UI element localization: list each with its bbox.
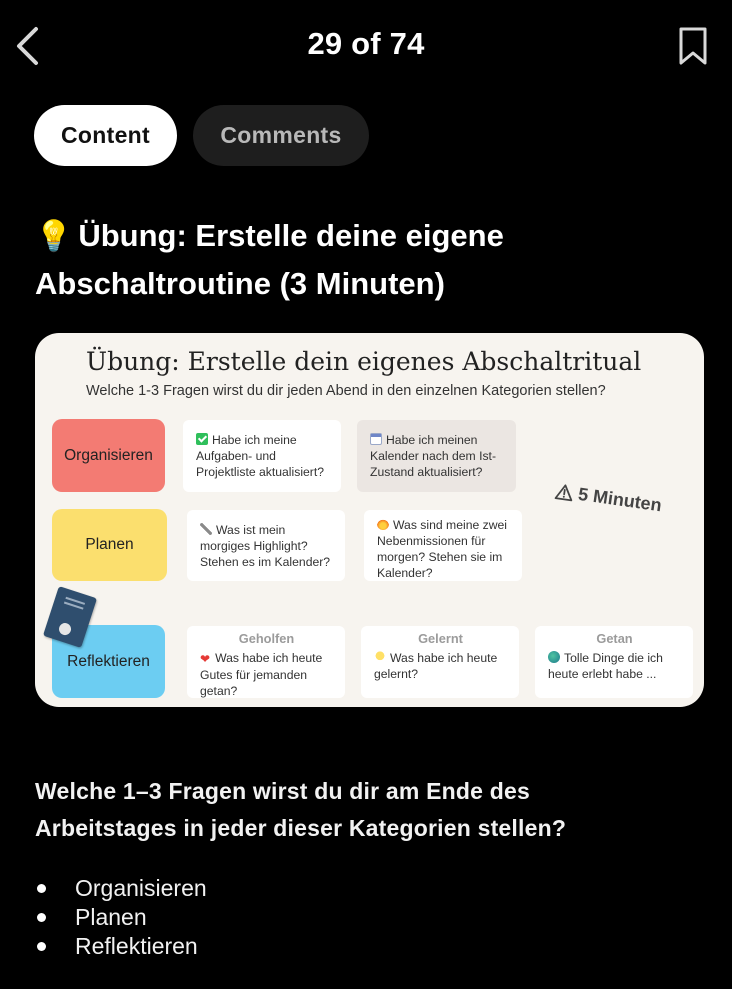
bookmark-icon bbox=[678, 26, 708, 66]
note-text: Was sind meine zwei Nebenmissionen für morgen? Stehen sie im Kalender? bbox=[377, 518, 508, 580]
note-heading: Geholfen bbox=[238, 631, 295, 646]
tab-content[interactable]: Content bbox=[34, 105, 177, 166]
lesson-title-text: Übung: Erstelle deine eigene Abschaltroutine (3 Minuten) bbox=[35, 218, 504, 301]
timer-text: 5 Minuten bbox=[576, 483, 663, 516]
checkmark-icon bbox=[196, 433, 208, 445]
list-item bbox=[35, 874, 207, 903]
tab-bar bbox=[34, 105, 369, 166]
list-item bbox=[35, 932, 207, 961]
list-item-text: Reflektieren bbox=[75, 933, 198, 959]
exercise-image-subtitle: Welche 1-3 Fragen wirst du dir jeden Abend in den einzelnen Kategorien stellen? bbox=[86, 383, 606, 399]
lesson-title bbox=[35, 212, 695, 307]
note-text: Tolle Dinge die ich heute erlebt habe ... bbox=[548, 651, 663, 681]
sticky-note bbox=[361, 626, 519, 698]
timer-label bbox=[554, 481, 663, 517]
note-text: Was habe ich heute Gutes für jemanden getan? bbox=[200, 651, 323, 698]
category-reflektieren: Reflektieren bbox=[52, 625, 165, 698]
bullet-icon bbox=[37, 913, 46, 922]
sticky-note bbox=[187, 510, 345, 581]
exercise-image bbox=[35, 333, 704, 707]
note-text: Habe ich meinen Kalender nach dem Ist-Zustand aktualisiert? bbox=[370, 433, 497, 479]
list-item-text: Planen bbox=[75, 904, 147, 930]
lightbulb-icon: 💡 bbox=[35, 220, 73, 253]
category-planen: Planen bbox=[52, 509, 167, 581]
bullet-icon bbox=[37, 942, 46, 951]
note-text: Was ist mein morgiges Highlight? Stehen es im Kalender? bbox=[200, 523, 331, 569]
pen-icon bbox=[200, 523, 212, 535]
bookmark-button[interactable] bbox=[676, 24, 710, 68]
fire-icon bbox=[377, 518, 389, 530]
top-bar bbox=[0, 0, 732, 90]
exercise-question: Welche 1–3 Fragen wirst du dir am Ende des Arbeitstages in jeder dieser Kategorien stellen? bbox=[35, 778, 567, 841]
list-item-text: Organisieren bbox=[75, 875, 207, 901]
heart-icon: ❤ bbox=[200, 652, 211, 666]
tab-comments[interactable]: Comments bbox=[193, 105, 369, 166]
bullet-list bbox=[35, 874, 207, 961]
bullet-icon bbox=[37, 884, 46, 893]
sticky-note bbox=[535, 626, 693, 698]
lightbulb-icon bbox=[374, 651, 386, 663]
note-text: Was habe ich heute gelernt? bbox=[374, 651, 498, 681]
page-counter: 29 of 74 bbox=[307, 26, 425, 61]
category-organisieren: Organisieren bbox=[52, 419, 165, 492]
list-item bbox=[35, 903, 207, 932]
note-heading: Gelernt bbox=[418, 631, 463, 646]
note-heading: Getan bbox=[596, 631, 633, 646]
sticky-note bbox=[187, 626, 345, 698]
calendar-icon bbox=[370, 433, 382, 445]
note-text: Habe ich meine Aufgaben- und Projektliste aktualisiert? bbox=[196, 433, 325, 479]
warning-icon bbox=[554, 483, 574, 502]
sticky-note bbox=[364, 510, 522, 581]
globe-icon bbox=[548, 651, 560, 663]
sticky-note bbox=[357, 420, 516, 492]
exercise-image-title: Übung: Erstelle dein eigenes Abschaltritual bbox=[86, 347, 642, 376]
sticky-note bbox=[183, 420, 341, 492]
